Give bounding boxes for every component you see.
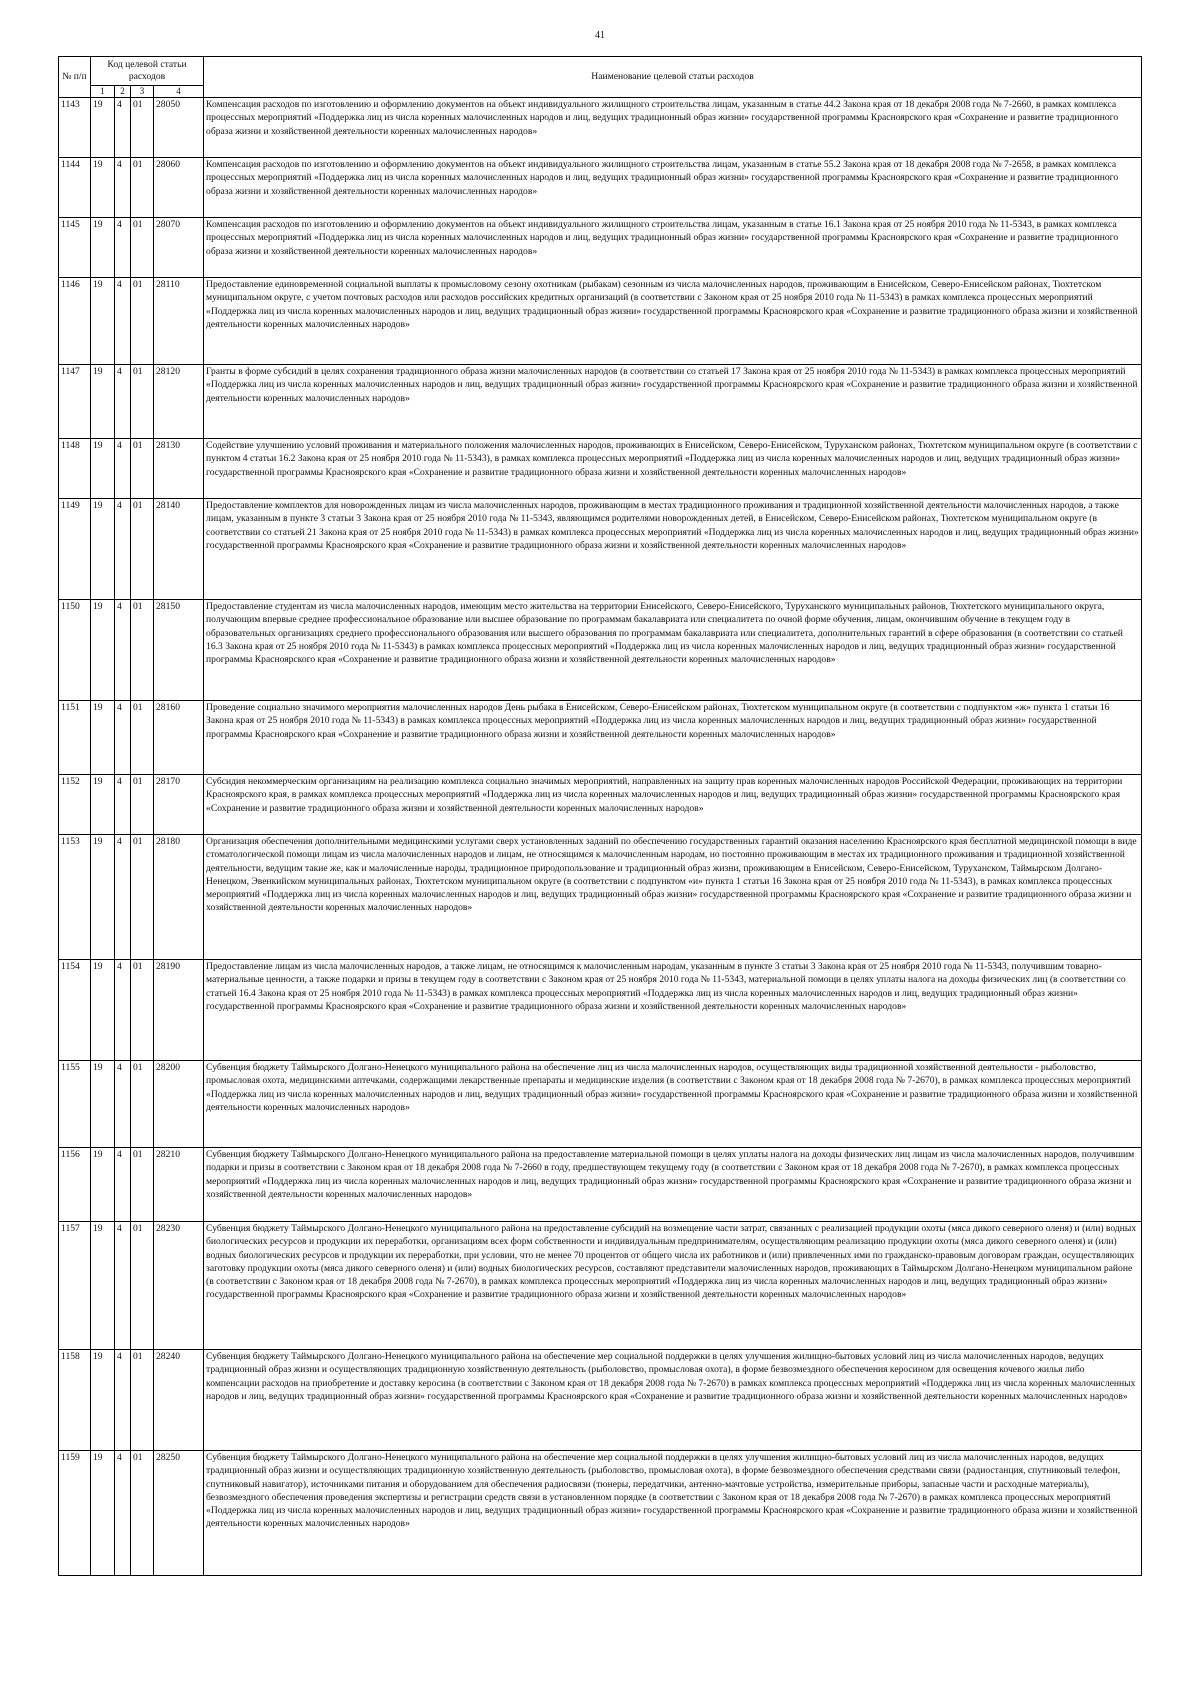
code-part-2: 4 <box>115 960 131 1061</box>
table-row <box>59 439 1142 499</box>
row-number: 1148 <box>59 439 91 499</box>
row-number: 1155 <box>59 1061 91 1148</box>
code-part-2: 4 <box>115 1148 131 1222</box>
row-number: 1152 <box>59 775 91 835</box>
code-part-1: 19 <box>91 1061 115 1148</box>
code-part-4: 28170 <box>154 775 204 835</box>
row-description: Субсидия некоммерческим организациям на реализацию комплекса социально значимых мероприятий, направленных на защиту прав коренных малочисленных народов Российской Федерации, проживающих на территории Красноярского края, в рамках комплекса процессных мероприятий «Поддержка лиц из числа коренных малочисленных народов и лиц, ведущих традиционный образ жизни» государственной программы Красноярского края «Сохранение и развитие традиционного образа жизни и хозяйственной деятельности коренных малочисленных народов» <box>204 775 1142 835</box>
row-description: Проведение социально значимого мероприятия малочисленных народов День рыбака в Енисейском, Северо-Енисейском районах, Тюхтетском муниципальном округе (в соответствии с подпунктом «ж» пункта 1 статьи 16 Закона края от 25 ноября 2010 года № 11-5343) в рамках комплекса процессных мероприятий «Поддержка лиц из числа коренных малочисленных народов и лиц, ведущих традиционный образ жизни» государственной программы Красноярского края «Сохранение и развитие традиционного образа жизни и хозяйственной деятельности коренных малочисленных народов» <box>204 701 1142 775</box>
code-part-2: 4 <box>115 1222 131 1350</box>
header-number: № п/п <box>59 57 91 98</box>
budget-table <box>58 56 1142 1576</box>
code-part-1: 19 <box>91 158 115 218</box>
code-part-4: 28110 <box>154 278 204 365</box>
table-row <box>59 835 1142 960</box>
row-description: Компенсация расходов по изготовлению и оформлению документов на объект индивидуального жилищного строительства лицам, указанным в статье 55.2 Закона края от 18 декабря 2008 года № 7-2658, в рамках комплекса процессных мероприятий «Поддержка лиц из числа коренных малочисленных народов и лиц, ведущих традиционный образ жизни» государственной программы Красноярского края «Сохранение и развитие традиционного образа жизни и хозяйственной деятельности коренных малочисленных народов» <box>204 158 1142 218</box>
code-part-4: 28120 <box>154 365 204 439</box>
row-description: Предоставление студентам из числа малочисленных народов, имеющим место жительства на территории Енисейского, Северо-Енисейского, Туруханского муниципальных районов, Тюхтетского муниципального округа, получающим впервые среднее профессиональное образование или высшее образование по программам бакалавриата или специалитета по очной форме обучения, лицам, окончившим обучение в текущем году в образовательных организациях среднего профессионального образования или высшего образования по программам бакалавриата или специалитета, дополнительных гарантий в сфере образования (в соответствии со статьей 16.3 Закона края от 25 ноября 2010 года № 11-5343) в рамках комплекса процессных мероприятий «Поддержка лиц из числа коренных малочисленных народов и лиц, ведущих традиционный образ жизни» государственной программы Красноярского края «Сохранение и развитие традиционного образа жизни и хозяйственной деятельности коренных малочисленных народов» <box>204 600 1142 701</box>
code-part-1: 19 <box>91 1148 115 1222</box>
table-row <box>59 158 1142 218</box>
header-subcol-1: 1 <box>91 86 115 98</box>
row-number: 1150 <box>59 600 91 701</box>
code-part-1: 19 <box>91 600 115 701</box>
code-part-2: 4 <box>115 1451 131 1576</box>
code-part-1: 19 <box>91 439 115 499</box>
code-part-2: 4 <box>115 98 131 158</box>
code-part-4: 28160 <box>154 701 204 775</box>
code-part-4: 28050 <box>154 98 204 158</box>
page-number: 41 <box>595 30 605 41</box>
code-part-3: 01 <box>131 1451 154 1576</box>
row-description: Предоставление лицам из числа малочисленных народов, а также лицам, не относящимся к малочисленным народам, указанным в пункте 3 статьи 3 Закона края от 25 ноября 2010 года № 11-5343, получившим товарно-материальные ценности, а также подарки и призы в текущем году в соответствии с Законом края от 25 ноября 2010 года № 11-5343, материальной помощи в целях уплаты налога на доходы физических лиц (в соответствии со статьей 16.4 Закона края от 25 ноября 2010 года № 11-5343) в рамках комплекса процессных мероприятий «Поддержка лиц из числа коренных малочисленных народов и лиц, ведущих традиционный образ жизни» государственной программы Красноярского края «Сохранение и развитие традиционного образа жизни и хозяйственной деятельности коренных малочисленных народов» <box>204 960 1142 1061</box>
code-part-2: 4 <box>115 600 131 701</box>
code-part-2: 4 <box>115 365 131 439</box>
code-part-4: 28190 <box>154 960 204 1061</box>
row-number: 1146 <box>59 278 91 365</box>
code-part-3: 01 <box>131 98 154 158</box>
header-subcol-4: 4 <box>154 86 204 98</box>
code-part-1: 19 <box>91 1350 115 1451</box>
code-part-3: 01 <box>131 835 154 960</box>
code-part-2: 4 <box>115 218 131 278</box>
row-description: Субвенция бюджету Таймырского Долгано-Ненецкого муниципального района на предоставление материальной помощи в целях уплаты налога на доходы физических лиц лицам из числа малочисленных народов, получившим подарки и призы в соответствии с Законом края от 18 декабря 2008 года № 7-2660 в году, предшествующем текущему году (в соответствии с Законом края от 18 декабря 2008 года № 7-2670), в рамках комплекса процессных мероприятий «Поддержка лиц из числа коренных малочисленных народов и лиц, ведущих традиционный образ жизни» государственной программы Красноярского края «Сохранение и развитие традиционного образа жизни и хозяйственной деятельности коренных малочисленных народов» <box>204 1148 1142 1222</box>
header-subcol-2: 2 <box>115 86 131 98</box>
code-part-3: 01 <box>131 775 154 835</box>
header-name: Наименование целевой статьи расходов <box>204 57 1142 98</box>
row-description: Гранты в форме субсидий в целях сохранения традиционного образа жизни малочисленных народов (в соответствии со статьей 17 Закона края от 25 ноября 2010 года № 11-5343) в рамках комплекса процессных мероприятий «Поддержка лиц из числа коренных малочисленных народов и лиц, ведущих традиционный образ жизни» государственной программы Красноярского края «Сохранение и развитие традиционного образа жизни и хозяйственной деятельности коренных малочисленных народов» <box>204 365 1142 439</box>
code-part-4: 28140 <box>154 499 204 600</box>
row-description: Субвенция бюджету Таймырского Долгано-Ненецкого муниципального района на обеспечение лиц из числа малочисленных народов, осуществляющих виды традиционной хозяйственной деятельности - рыболовство, промысловая охота, медицинскими аптечками, содержащими лекарственные препараты и медицинские изделия (в соответствии с Законом края от 18 декабря 2008 года № 7-2670), в рамках комплекса процессных мероприятий «Поддержка лиц из числа коренных малочисленных народов и лиц, ведущих традиционный образ жизни» государственной программы Красноярского края «Сохранение и развитие традиционного образа жизни и хозяйственной деятельности коренных малочисленных народов» <box>204 1061 1142 1148</box>
code-part-1: 19 <box>91 775 115 835</box>
row-number: 1158 <box>59 1350 91 1451</box>
row-number: 1154 <box>59 960 91 1061</box>
row-number: 1143 <box>59 98 91 158</box>
table-row <box>59 701 1142 775</box>
row-description: Компенсация расходов по изготовлению и оформлению документов на объект индивидуального жилищного строительства лицам, указанным в статье 16.1 Закона края от 25 ноября 2010 года № 11-5343, в рамках комплекса процессных мероприятий «Поддержка лиц из числа коренных малочисленных народов и лиц, ведущих традиционный образ жизни» государственной программы Красноярского края «Сохранение и развитие традиционного образа жизни и хозяйственной деятельности коренных малочисленных народов» <box>204 218 1142 278</box>
code-part-4: 28130 <box>154 439 204 499</box>
code-part-4: 28230 <box>154 1222 204 1350</box>
table-row <box>59 218 1142 278</box>
code-part-4: 28180 <box>154 835 204 960</box>
code-part-3: 01 <box>131 158 154 218</box>
header-subcol-3: 3 <box>131 86 154 98</box>
code-part-3: 01 <box>131 439 154 499</box>
table-row <box>59 1061 1142 1148</box>
row-description: Субвенция бюджету Таймырского Долгано-Ненецкого муниципального района на обеспечение мер социальной поддержки в целях улучшения жилищно-бытовых условий лиц из числа малочисленных народов, ведущих традиционный образ жизни и осуществляющих традиционную хозяйственную деятельность (рыболовство, промысловая охота), в форме безвозмездного обеспечения керосином для освещения кочевого жилья либо компенсации расходов на приобретение и доставку керосина (в соответствии с Законом края от 18 декабря 2008 года № 7-2670) в рамках комплекса процессных мероприятий «Поддержка лиц из числа коренных малочисленных народов и лиц, ведущих традиционный образ жизни» государственной программы Красноярского края «Сохранение и развитие традиционного образа жизни и хозяйственной деятельности коренных малочисленных народов» <box>204 1350 1142 1451</box>
code-part-1: 19 <box>91 278 115 365</box>
code-part-3: 01 <box>131 960 154 1061</box>
row-number: 1157 <box>59 1222 91 1350</box>
table-row <box>59 775 1142 835</box>
code-part-3: 01 <box>131 278 154 365</box>
code-part-2: 4 <box>115 278 131 365</box>
row-number: 1145 <box>59 218 91 278</box>
code-part-2: 4 <box>115 701 131 775</box>
row-number: 1149 <box>59 499 91 600</box>
code-part-1: 19 <box>91 218 115 278</box>
row-description: Организация обеспечения дополнительными медицинскими услугами сверх установленных заданий по обеспечению государственных гарантий оказания населению Красноярского края бесплатной медицинской помощи в виде стоматологической помощи лицам из числа малочисленных народов и лицам, не относящимся к малочисленным народам, но постоянно проживающим в местах их традиционного проживания и традиционной хозяйственной деятельности, ведущим такие же, как и малочисленные народы, традиционное природопользование и традиционный образ жизни, проживающим в Енисейском, Северо-Енисейском, Туруханском, Таймырском Долгано-Ненецком, Эвенкийском муниципальных районах, Тюхтетском муниципальном округе (в соответствии с подпунктом «и» пункта 1 статьи 16 Закона края от 25 ноября 2010 года № 11-5343), в рамках комплекса процессных мероприятий «Поддержка лиц из числа коренных малочисленных народов и лиц, ведущих традиционный образ жизни» государственной программы Красноярского края «Сохранение и развитие традиционного образа жизни и хозяйственной деятельности коренных малочисленных народов» <box>204 835 1142 960</box>
code-part-3: 01 <box>131 218 154 278</box>
row-description: Содействие улучшению условий проживания и материального положения малочисленных народов, проживающих в Енисейском, Северо-Енисейском, Туруханском районах, Тюхтетском муниципальном округе (в соответствии с пунктом 4 статьи 16.2 Закона края от 25 ноября 2010 года № 11-5343), в рамках комплекса процессных мероприятий «Поддержка лиц из числа коренных малочисленных народов и лиц, ведущих традиционный образ жизни» государственной программы Красноярского края «Сохранение и развитие традиционного образа жизни и хозяйственной деятельности коренных малочисленных народов» <box>204 439 1142 499</box>
code-part-4: 28060 <box>154 158 204 218</box>
code-part-2: 4 <box>115 499 131 600</box>
code-part-3: 01 <box>131 1222 154 1350</box>
code-part-1: 19 <box>91 499 115 600</box>
code-part-1: 19 <box>91 1451 115 1576</box>
row-description: Компенсация расходов по изготовлению и оформлению документов на объект индивидуального жилищного строительства лицам, указанным в статье 44.2 Закона края от 18 декабря 2008 года № 7-2660, в рамках комплекса процессных мероприятий «Поддержка лиц из числа коренных малочисленных народов и лиц, ведущих традиционный образ жизни» государственной программы Красноярского края «Сохранение и развитие традиционного образа жизни и хозяйственной деятельности коренных малочисленных народов» <box>204 98 1142 158</box>
code-part-3: 01 <box>131 1061 154 1148</box>
row-description: Субвенция бюджету Таймырского Долгано-Ненецкого муниципального района на обеспечение мер социальной поддержки в целях улучшения жилищно-бытовых условий лиц из числа малочисленных народов, ведущих традиционный образ жизни и осуществляющих традиционную хозяйственную деятельность (рыболовство, промысловая охота), в форме безвозмездного обеспечения средствами связи (радиостанция, спутниковый телефон, спутниковый навигатор), источниками питания и оборудованием для обеспечения радиосвязи (тюнеры, передатчики, антенно-мачтовые устройства, измерительные приборы, запасные части и расходные материалы), безвозмездного обеспечения проведения экспертизы и регистрации средств связи в установленном порядке (в соответствии с Законом края от 18 декабря 2008 года № 7-2670) в рамках комплекса процессных мероприятий «Поддержка лиц из числа коренных малочисленных народов и лиц, ведущих традиционный образ жизни» государственной программы Красноярского края «Сохранение и развитие традиционного образа жизни и хозяйственной деятельности коренных малочисленных народов» <box>204 1451 1142 1576</box>
code-part-4: 28250 <box>154 1451 204 1576</box>
code-part-4: 28200 <box>154 1061 204 1148</box>
row-description: Предоставление комплектов для новорожденных лицам из числа малочисленных народов, проживающим в местах традиционного проживания и традиционной хозяйственной деятельности малочисленных народов, а также лицам, указанным в пункте 3 статьи 3 Закона края от 25 ноября 2010 года № 11-5343, являющимся родителями новорожденных детей, в Енисейском, Северо-Енисейском районах, Тюхтетском муниципальном округе (в соответствии со статьей 21 Закона края от 25 ноября 2010 года № 11-5343) в рамках комплекса процессных мероприятий «Поддержка лиц из числа коренных малочисленных народов и лиц, ведущих традиционный образ жизни» государственной программы Красноярского края «Сохранение и развитие традиционного образа жизни и хозяйственной деятельности коренных малочисленных народов» <box>204 499 1142 600</box>
table-row <box>59 1451 1142 1576</box>
code-part-2: 4 <box>115 775 131 835</box>
table-row <box>59 1222 1142 1350</box>
code-part-3: 01 <box>131 365 154 439</box>
code-part-1: 19 <box>91 98 115 158</box>
table-row <box>59 1148 1142 1222</box>
table-row <box>59 600 1142 701</box>
code-part-2: 4 <box>115 835 131 960</box>
row-description: Предоставление единовременной социальной выплаты к промысловому сезону охотникам (рыбакам) сезонным из числа малочисленных народов, проживающим в Енисейском, Северо-Енисейском районах, Тюхтетском муниципальном округе, с учетом почтовых расходов или расходов российских кредитных организаций (в соответствии с Законом края от 25 ноября 2010 года № 11-5343) в рамках комплекса процессных мероприятий «Поддержка лиц из числа коренных малочисленных народов и лиц, ведущих традиционный образ жизни» государственной программы Красноярского края «Сохранение и развитие традиционного образа жизни и хозяйственной деятельности коренных малочисленных народов» <box>204 278 1142 365</box>
code-part-1: 19 <box>91 960 115 1061</box>
row-number: 1147 <box>59 365 91 439</box>
table-row <box>59 1350 1142 1451</box>
table-row <box>59 365 1142 439</box>
table-row <box>59 98 1142 158</box>
row-number: 1144 <box>59 158 91 218</box>
row-number: 1151 <box>59 701 91 775</box>
code-part-1: 19 <box>91 835 115 960</box>
code-part-2: 4 <box>115 158 131 218</box>
code-part-4: 28240 <box>154 1350 204 1451</box>
code-part-4: 28070 <box>154 218 204 278</box>
code-part-3: 01 <box>131 600 154 701</box>
code-part-1: 19 <box>91 701 115 775</box>
code-part-1: 19 <box>91 365 115 439</box>
row-number: 1156 <box>59 1148 91 1222</box>
table-row <box>59 499 1142 600</box>
code-part-3: 01 <box>131 1148 154 1222</box>
code-part-3: 01 <box>131 1350 154 1451</box>
table-row <box>59 278 1142 365</box>
code-part-4: 28210 <box>154 1148 204 1222</box>
code-part-3: 01 <box>131 499 154 600</box>
code-part-2: 4 <box>115 1350 131 1451</box>
code-part-2: 4 <box>115 439 131 499</box>
code-part-4: 28150 <box>154 600 204 701</box>
code-part-1: 19 <box>91 1222 115 1350</box>
row-number: 1153 <box>59 835 91 960</box>
table-row <box>59 960 1142 1061</box>
row-number: 1159 <box>59 1451 91 1576</box>
header-code-group: Код целевой статьи расходов <box>91 57 204 86</box>
row-description: Субвенция бюджету Таймырского Долгано-Ненецкого муниципального района на предоставление субсидий на возмещение части затрат, связанных с реализацией продукции охоты (мяса дикого северного оленя) и (или) водных биологических ресурсов и продукции их переработки, организациям всех форм собственности и индивидуальным предпринимателям, осуществляющим реализацию продукции охоты (мяса дикого северного оленя) и (или) водных биологических ресурсов и продукции их переработки, при условии, что не менее 70 процентов от общего числа их работников и (или) привлеченных ими по гражданско-правовым договорам граждан, осуществляющих заготовку продукции охоты (мяса дикого северного оленя) и (или) водных биологических ресурсов, составляют представители малочисленных народов, проживающих в Таймырском Долгано-Ненецком муниципальном районе (в соответствии с Законом края от 18 декабря 2008 года № 7-2670), в рамках комплекса процессных мероприятий «Поддержка лиц из числа коренных малочисленных народов и лиц, ведущих традиционный образ жизни» государственной программы Красноярского края «Сохранение и развитие традиционного образа жизни и хозяйственной деятельности коренных малочисленных народов» <box>204 1222 1142 1350</box>
code-part-2: 4 <box>115 1061 131 1148</box>
code-part-3: 01 <box>131 701 154 775</box>
